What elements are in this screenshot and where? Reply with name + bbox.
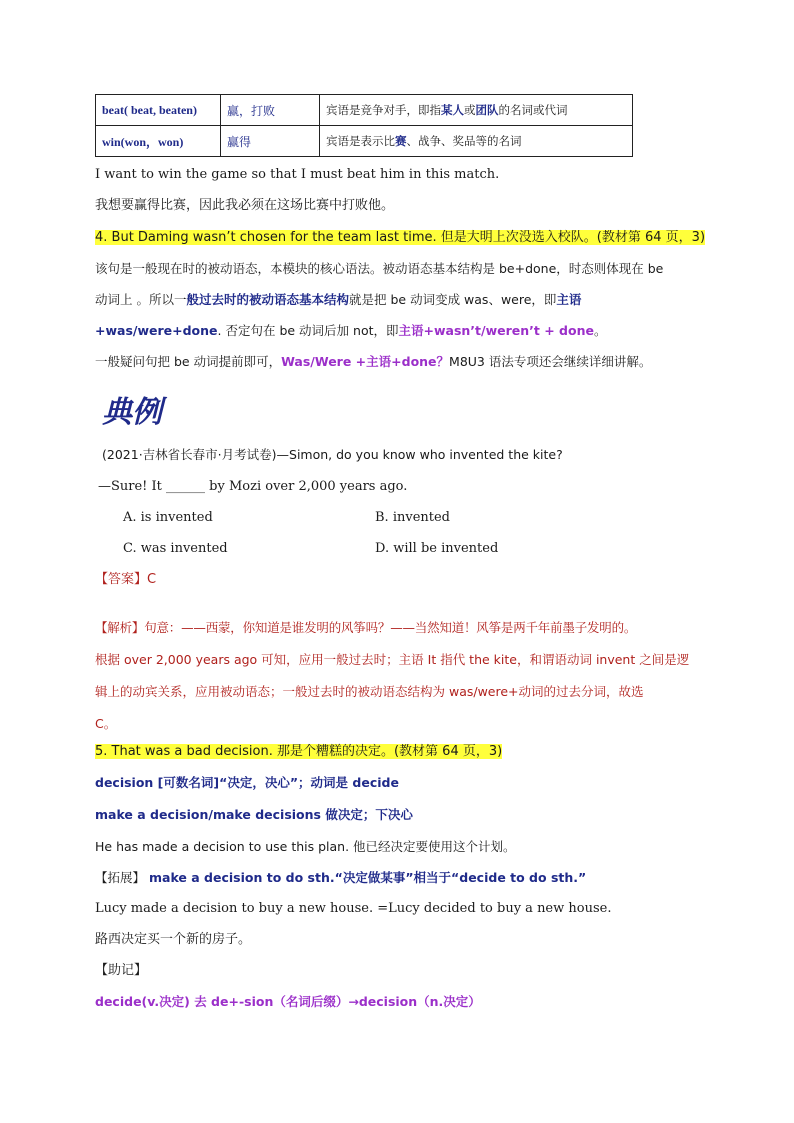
analysis-line2: 根据 over 2,000 years ago 可知，应用一般过去时；主语 It 指代 the kite，和谓语动词 invent 之间是逻 bbox=[95, 652, 690, 667]
option-c: C. was invented bbox=[123, 541, 228, 556]
vocab-usage: 宾语是竞争对手，即指某人或团队的名词或代词 bbox=[320, 95, 633, 126]
item5-extension-example-zh: 路西决定买一个新的房子。 bbox=[95, 932, 252, 947]
table-row bbox=[96, 126, 633, 157]
item4-para2: 一般疑问句把 be 动词提前即可，Was/Were +主语+done？M8U3 语法专项还会继续详细讲解。 bbox=[95, 354, 652, 369]
vocab-table bbox=[95, 94, 633, 157]
item5-heading: 5. That was a bad decision. 那是个糟糕的决定。(教材第 64 页，3) bbox=[95, 744, 503, 759]
option-a: A. is invented bbox=[123, 510, 213, 525]
analysis-line1: 【解析】句意：——西蒙，你知道是谁发明的风筝吗？——当然知道！风筝是两千年前墨子发明的。 bbox=[95, 620, 637, 635]
stamp-text: 典例 bbox=[102, 395, 162, 428]
vocab-word: win(won，won) bbox=[96, 126, 221, 157]
answer: 【答案】C bbox=[95, 572, 157, 587]
item5-memo-text: decide(v.决定) 去 de+-sion（名词后缀）→decision（n.决定） bbox=[95, 994, 481, 1009]
item5-extension: 【拓展】 make a decision to do sth.“决定做某事”相当于“decide to do sth.” bbox=[95, 870, 587, 885]
vocab-meaning: 赢，打败 bbox=[221, 95, 320, 126]
example1-zh: 我想要赢得比赛，因此我必须在这场比赛中打败他。 bbox=[95, 198, 395, 213]
question-stem1: (2021·吉林省长春市·月考试卷)—Simon, do you know who invented the kite? bbox=[102, 447, 563, 462]
table-row bbox=[96, 95, 633, 126]
example1-en: I want to win the game so that I must beat him in this match. bbox=[95, 167, 500, 182]
question-stem2: —Sure! It ______ by Mozi over 2,000 years ago. bbox=[98, 479, 408, 494]
analysis-line3: 辑上的动宾关系，应用被动语态；一般过去时的被动语态结构为 was/were+动词的过去分词，故选 bbox=[95, 684, 644, 699]
item5-example: He has made a decision to use this plan. 他已经决定要使用这个计划。 bbox=[95, 839, 516, 854]
item5-memo-label: 【助记】 bbox=[95, 963, 148, 978]
item5-phrase: make a decision/make decisions 做决定；下决心 bbox=[95, 807, 413, 822]
item5-definition: decision [可数名词]“决定，决心”；动词是 decide bbox=[95, 775, 399, 790]
vocab-word: beat( beat, beaten) bbox=[96, 95, 221, 126]
vocab-usage: 宾语是表示比赛、战争、奖品等的名词 bbox=[320, 126, 633, 157]
item4-heading: 4. But Daming wasn’t chosen for the team last time. 但是大明上次没选入校队。(教材第 64 页，3) bbox=[95, 230, 706, 245]
option-b: B. invented bbox=[375, 510, 450, 525]
option-d: D. will be invented bbox=[375, 541, 499, 556]
item4-para1-line2: 动词上 。所以一般过去时的被动语态基本结构就是把 be 动词变成 was、were，即主语 bbox=[95, 292, 582, 307]
item4-para1-line3: +was/were+done. 否定句在 be 动词后加 not，即主语+wasn’t/weren’t + done。 bbox=[95, 323, 607, 338]
analysis-line4: C。 bbox=[95, 716, 117, 731]
vocab-meaning: 赢得 bbox=[221, 126, 320, 157]
example-stamp-icon bbox=[100, 392, 180, 428]
item4-para1-line1: 该句是一般现在时的被动语态，本模块的核心语法。被动语态基本结构是 be+done，时态则体现在 be bbox=[95, 261, 664, 276]
item5-extension-example: Lucy made a decision to buy a new house. =Lucy decided to buy a new house. bbox=[95, 901, 612, 916]
